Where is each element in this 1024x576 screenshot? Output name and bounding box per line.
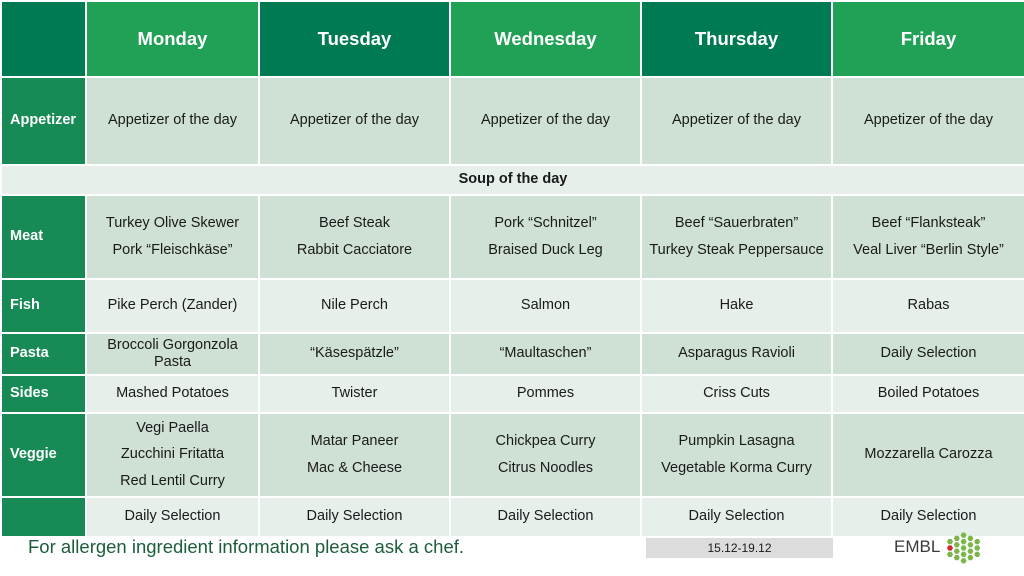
- dish-name: Matar Paneer: [310, 433, 399, 450]
- dish-name: Red Lentil Curry: [120, 472, 225, 489]
- dish-name: Appetizer of the day: [108, 112, 237, 129]
- menu-cell-wednesday: [450, 77, 641, 165]
- logo-hexagon: [954, 542, 960, 547]
- dish-name: Turkey Steak Peppersauce: [649, 241, 824, 258]
- row-pasta: [1, 333, 1024, 375]
- dish-name: Beef “Sauerbraten”: [674, 215, 799, 232]
- menu-cell-wednesday: [450, 195, 641, 279]
- logo-hexagon: [974, 552, 980, 557]
- row-label: Pasta: [1, 333, 86, 375]
- menu-cell-monday: [86, 195, 259, 279]
- logo-hexagon: [961, 558, 967, 563]
- menu-cell-thursday: [641, 195, 832, 279]
- dish-name: Daily Selection: [880, 508, 977, 525]
- dish-name: Appetizer of the day: [672, 112, 801, 129]
- logo-hexagon: [954, 549, 960, 554]
- menu-cell-thursday: [641, 375, 832, 413]
- menu-cell-tuesday: [259, 333, 450, 375]
- menu-cell-wednesday: [450, 375, 641, 413]
- dish-name: Mac & Cheese: [306, 459, 403, 476]
- menu-cell-wednesday: [450, 497, 641, 537]
- row-daily-selection: [1, 497, 1024, 537]
- menu-cell-friday: [832, 279, 1024, 333]
- logo-hexagon: [961, 533, 967, 538]
- soup-of-the-day: Soup of the day: [1, 165, 1024, 195]
- menu-cell-tuesday: [259, 279, 450, 333]
- date-range-text: 15.12-19.12: [707, 541, 772, 555]
- dish-name: Pork “Fleischkäse”: [112, 241, 233, 258]
- logo-hexagon: [967, 555, 973, 560]
- dish-name: Pommes: [516, 385, 575, 402]
- dish-name: Appetizer of the day: [481, 112, 610, 129]
- menu-cell-monday: [86, 413, 259, 497]
- dish-name: Zucchini Fritatta: [120, 446, 225, 463]
- menu-cell-thursday: [641, 333, 832, 375]
- menu-cell-tuesday: [259, 497, 450, 537]
- logo-hexagon: [961, 545, 967, 550]
- logo-hexagon: [954, 536, 960, 541]
- dish-name: Rabbit Cacciatore: [296, 241, 413, 258]
- menu-cell-thursday: [641, 279, 832, 333]
- menu-cell-friday: [832, 333, 1024, 375]
- soup-row: [1, 165, 1024, 195]
- menu-cell-tuesday: [259, 195, 450, 279]
- dish-name: Daily Selection: [688, 508, 785, 525]
- row-veggie: [1, 413, 1024, 497]
- row-label: Sides: [1, 375, 86, 413]
- dish-name: Rabas: [907, 297, 950, 314]
- dish-name: Daily Selection: [306, 508, 403, 525]
- dish-name: Pumpkin Lasagna: [678, 433, 795, 450]
- menu-cell-wednesday: [450, 413, 641, 497]
- menu-cell-tuesday: [259, 375, 450, 413]
- row-label: Meat: [1, 195, 86, 279]
- day-header-monday: Monday: [86, 1, 259, 77]
- embl-logo: [894, 528, 986, 568]
- menu-cell-monday: [86, 279, 259, 333]
- dish-name: Chickpea Curry: [495, 433, 596, 450]
- logo-hexagon: [974, 539, 980, 544]
- logo-hexagon: [974, 545, 980, 550]
- dish-name: Vegi Paella: [136, 419, 209, 436]
- dish-name: “Maultaschen”: [499, 345, 592, 362]
- logo-text: EMBL: [894, 537, 941, 556]
- day-header-thursday: Thursday: [641, 1, 832, 77]
- logo-hexagon: [967, 536, 973, 541]
- menu-cell-thursday: [641, 413, 832, 497]
- dish-name: Daily Selection: [497, 508, 594, 525]
- menu-cell-friday: [832, 413, 1024, 497]
- menu-cell-monday: [86, 77, 259, 165]
- dish-name: Mashed Potatoes: [116, 385, 229, 402]
- dish-name: Beef Steak: [319, 215, 390, 232]
- row-label: Fish: [1, 279, 86, 333]
- row-meat: [1, 195, 1024, 279]
- logo-hexagon: [947, 539, 953, 544]
- hexagon-logo-icon: [944, 528, 984, 568]
- day-header-wednesday: Wednesday: [450, 1, 641, 77]
- dish-name: Boiled Potatoes: [877, 385, 980, 402]
- logo-hexagon: [947, 552, 953, 557]
- logo-hexagon: [947, 545, 953, 550]
- dish-name: “Käsespätzle”: [310, 345, 399, 362]
- menu-cell-wednesday: [450, 279, 641, 333]
- dish-name: Mozzarella Carozza: [864, 446, 993, 463]
- allergen-note: For allergen ingredient information please ask a chef.: [28, 536, 465, 557]
- dish-name: Twister: [331, 385, 378, 402]
- logo-hexagon: [961, 539, 967, 544]
- menu-cell-friday: [832, 195, 1024, 279]
- dish-name: Daily Selection: [124, 508, 221, 525]
- dish-name: Beef “Flanksteak”: [871, 215, 986, 232]
- menu-cell-monday: [86, 497, 259, 537]
- menu-cell-tuesday: [259, 413, 450, 497]
- menu-cell-friday: [832, 375, 1024, 413]
- dish-name: Vegetable Korma Curry: [661, 459, 812, 476]
- dish-name: Criss Cuts: [703, 385, 770, 402]
- dish-name: Broccoli Gorgonzola Pasta: [107, 336, 238, 370]
- day-header-friday: Friday: [832, 1, 1024, 77]
- row-sides: [1, 375, 1024, 413]
- menu-cell-friday: [832, 77, 1024, 165]
- logo-hexagon: [961, 552, 967, 557]
- row-label: [1, 497, 86, 537]
- dish-name: Asparagus Ravioli: [678, 345, 795, 362]
- dish-name: Nile Perch: [321, 297, 388, 314]
- logo-hexagon: [967, 542, 973, 547]
- logo-hexagon: [954, 555, 960, 560]
- dish-name: Braised Duck Leg: [488, 241, 603, 258]
- header-corner: [1, 1, 86, 77]
- dish-name: Veal Liver “Berlin Style”: [853, 241, 1004, 258]
- header-row: [1, 1, 1024, 77]
- menu-cell-monday: [86, 375, 259, 413]
- dish-name: Citrus Noodles: [497, 459, 594, 476]
- dish-name: Hake: [719, 297, 754, 314]
- menu-cell-wednesday: [450, 333, 641, 375]
- dish-name: Turkey Olive Skewer: [105, 215, 240, 232]
- date-range-badge: [646, 538, 833, 558]
- logo-hexagon: [967, 549, 973, 554]
- menu-cell-thursday: [641, 77, 832, 165]
- dish-name: Appetizer of the day: [864, 112, 993, 129]
- menu-cell-monday: [86, 333, 259, 375]
- row-fish: [1, 279, 1024, 333]
- day-header-tuesday: Tuesday: [259, 1, 450, 77]
- dish-name: Daily Selection: [880, 345, 977, 362]
- row-label: Appetizer: [1, 77, 86, 165]
- row-label: Veggie: [1, 413, 86, 497]
- menu-cell-thursday: [641, 497, 832, 537]
- dish-name: Pork “Schnitzel”: [494, 215, 597, 232]
- dish-name: Appetizer of the day: [290, 112, 419, 129]
- dish-name: Salmon: [520, 297, 571, 314]
- dish-name: Pike Perch (Zander): [107, 297, 238, 314]
- menu-cell-tuesday: [259, 77, 450, 165]
- row-appetizer: [1, 77, 1024, 165]
